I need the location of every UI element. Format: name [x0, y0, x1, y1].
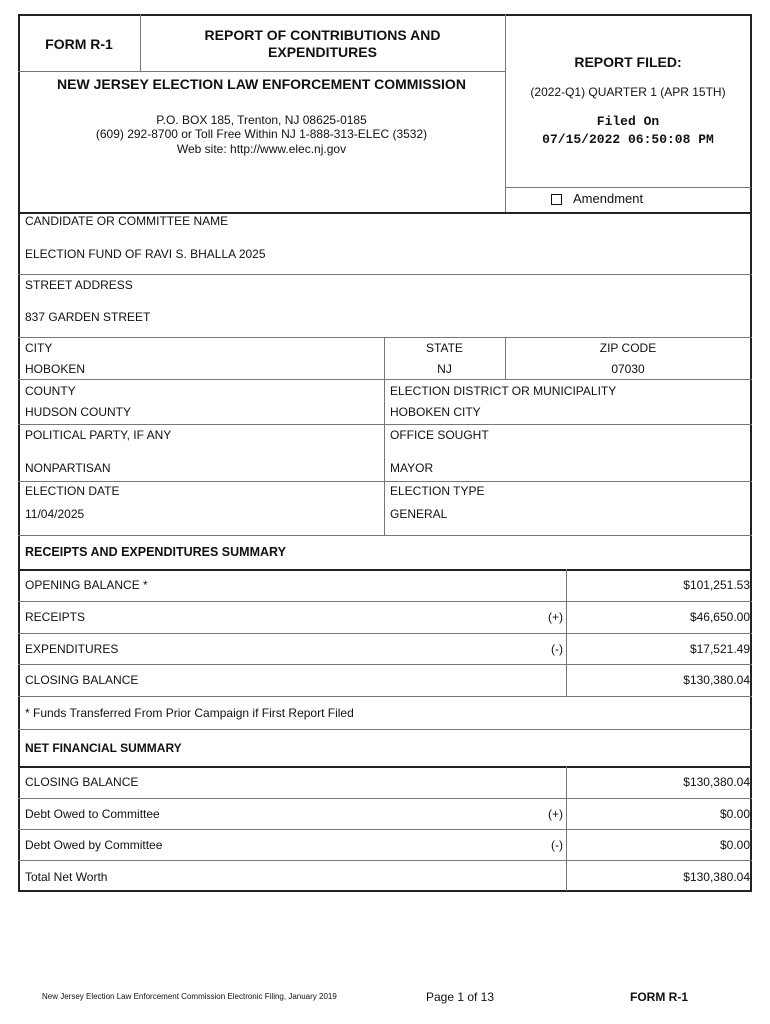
net-row-line — [18, 829, 752, 830]
summary-row-label: OPENING BALANCE * — [25, 578, 148, 592]
net-row-sign: (+) — [548, 807, 563, 821]
form-label: FORM R-1 — [45, 36, 113, 52]
name-divider — [18, 274, 752, 275]
summary-row-value: $101,251.53 — [683, 578, 750, 592]
summary-row-value: $17,521.49 — [689, 642, 750, 656]
zip-value: 07030 — [611, 362, 645, 376]
summary-row-value: $130,380.04 — [683, 673, 750, 687]
office-label: OFFICE SOUGHT — [390, 428, 489, 442]
net-row-sign: (-) — [551, 838, 563, 852]
net-row-value: $0.00 — [719, 807, 750, 821]
net-row-value: $130,380.04 — [683, 775, 750, 789]
election-type-label: ELECTION TYPE — [390, 484, 485, 498]
county-label: COUNTY — [25, 384, 76, 398]
net-title-divider — [18, 766, 752, 768]
title-divider — [18, 71, 505, 72]
candidate-name-label: CANDIDATE OR COMMITTEE NAME — [25, 214, 229, 228]
form-label-divider — [140, 14, 141, 71]
filed-on-datetime: 07/15/2022 06:50:08 PM — [542, 132, 714, 147]
street-label: STREET ADDRESS — [25, 278, 133, 292]
party-value: NONPARTISAN — [25, 461, 111, 475]
summary-row-line — [18, 696, 752, 697]
city-value: HOBOKEN — [25, 362, 86, 376]
commission-phone: (609) 292-8700 or Toll Free Within NJ 1-888-313-ELEC (3532) — [95, 127, 428, 141]
district-value: HOBOKEN CITY — [390, 405, 481, 419]
summary-row-line — [18, 664, 752, 665]
net-row-label: Total Net Worth — [25, 870, 108, 884]
footnote-divider — [18, 729, 752, 730]
amendment-label: Amendment — [573, 191, 644, 206]
summary-row-line — [18, 633, 752, 634]
net-row-value: $0.00 — [719, 838, 750, 852]
net-row-label: Debt Owed to Committee — [25, 807, 160, 821]
summary-row-label: CLOSING BALANCE — [25, 673, 139, 687]
summary-row-label: RECEIPTS — [25, 610, 86, 624]
party-divider — [18, 481, 752, 482]
report-title-line1: REPORT OF CONTRIBUTIONS AND — [204, 27, 441, 43]
election-type-value: GENERAL — [390, 507, 448, 521]
footer-note: New Jersey Election Law Enforcement Commission Electronic Filing, January 2019 — [42, 992, 337, 1001]
net-row-value: $130,380.04 — [683, 870, 750, 884]
net-row-label: Debt Owed by Committee — [25, 838, 163, 852]
commission-address: P.O. BOX 185, Trenton, NJ 08625-0185 — [156, 113, 367, 127]
summary-row-label: EXPENDITURES — [25, 642, 119, 656]
summary-row-value: $46,650.00 — [689, 610, 750, 624]
zip-label: ZIP CODE — [599, 341, 657, 355]
election-date-label: ELECTION DATE — [25, 484, 120, 498]
amendment-checkbox[interactable] — [551, 194, 562, 205]
commission-name: NEW JERSEY ELECTION LAW ENFORCEMENT COMMISSION — [57, 76, 466, 92]
amendment-divider — [505, 187, 751, 188]
bottom-border — [18, 890, 752, 892]
net-row-label: CLOSING BALANCE — [25, 775, 139, 789]
net-title: NET FINANCIAL SUMMARY — [25, 741, 182, 755]
report-filed-label: REPORT FILED: — [574, 54, 682, 70]
footer-form-label: FORM R-1 — [630, 990, 688, 1004]
county-value: HUDSON COUNTY — [25, 405, 132, 419]
summary-footnote: * Funds Transferred From Prior Campaign if First Report Filed — [25, 706, 354, 720]
top-border — [18, 14, 752, 16]
party-label: POLITICAL PARTY, IF ANY — [25, 428, 172, 442]
summary-row-line — [18, 601, 752, 602]
summary-row-sign: (-) — [551, 642, 563, 656]
state-value: NJ — [437, 362, 452, 376]
street-divider — [18, 337, 752, 338]
city-divider — [18, 379, 752, 380]
filed-on-label: Filed On — [596, 114, 660, 129]
county-divider — [18, 424, 752, 425]
district-label: ELECTION DISTRICT OR MUNICIPALITY — [390, 384, 617, 398]
summary-row-sign: (+) — [548, 610, 563, 624]
election-date-value: 11/04/2025 — [25, 507, 85, 521]
office-value: MAYOR — [390, 461, 434, 475]
candidate-name: ELECTION FUND OF RAVI S. BHALLA 2025 — [25, 247, 266, 261]
net-row-line — [18, 798, 752, 799]
street-value: 837 GARDEN STREET — [25, 310, 151, 324]
net-row-line — [18, 860, 752, 861]
report-period: (2022-Q1) QUARTER 1 (APR 15TH) — [530, 85, 726, 99]
summary-title: RECEIPTS AND EXPENDITURES SUMMARY — [25, 545, 286, 559]
election-divider — [18, 535, 752, 536]
city-label: CITY — [25, 341, 53, 355]
summary-title-divider — [18, 569, 752, 571]
report-filed-divider — [505, 14, 506, 213]
report-title-line2: EXPENDITURES — [268, 44, 377, 60]
commission-website: Web site: http://www.elec.nj.gov — [176, 142, 347, 156]
footer-page-number: Page 1 of 13 — [425, 990, 495, 1004]
state-label: STATE — [426, 341, 463, 355]
